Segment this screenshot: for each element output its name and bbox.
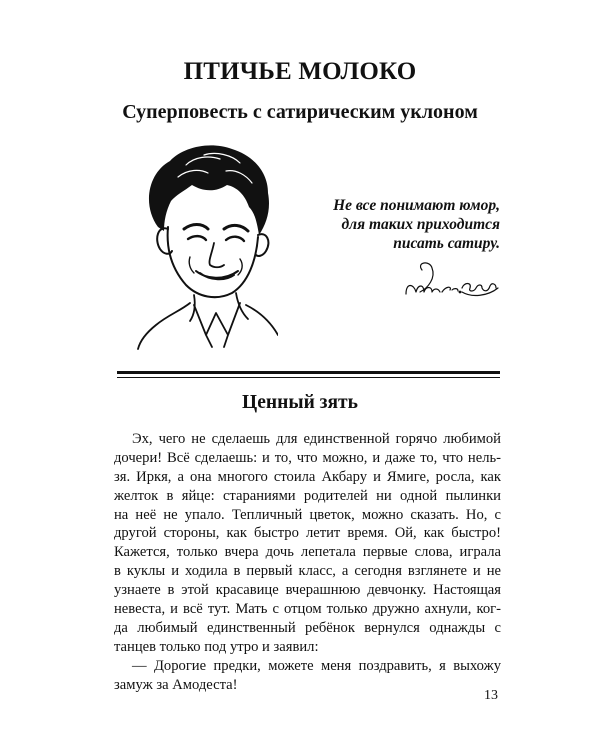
face-outline — [168, 227, 258, 297]
body-line: узнаете в этой красавице вчерашнюю девчонку. Настоящая — [114, 582, 501, 599]
page-title: ПТИЧЬЕ МОЛОКО — [183, 58, 417, 85]
body-line: желток в яйце: стараниями родителей ни одной пылинки — [114, 487, 501, 504]
section-divider-thin — [117, 377, 500, 378]
body-line: Кажется, только вчера дочь лепетала первые слова, играла — [114, 544, 501, 561]
epigraph — [250, 196, 500, 253]
smile — [196, 271, 238, 279]
collar-and-shoulders — [138, 303, 278, 349]
author-signature — [402, 258, 502, 302]
epigraph-line: Не все понимают юмор, — [333, 197, 500, 214]
body-line: невеста, и всё тут. Мать с отцом только дружно ахнули, ког- — [114, 601, 501, 618]
body-line: зя. Иркя, а она многого стоила Акбару и Ямиге, росла, как — [114, 468, 501, 485]
story-title: Ценный зять — [242, 392, 358, 413]
section-divider-thick — [117, 371, 500, 374]
page-number: 13 — [484, 688, 498, 703]
page-subtitle: Суперповесть с сатирическим уклоном — [122, 101, 478, 123]
epigraph-line: для таких приходится — [341, 216, 500, 233]
body-line: дочери! Всё сделаешь: и то, что можно, и даже то, что нель- — [114, 449, 501, 466]
body-line: другой стороны, как быстро летит время. Ой, как быстро! — [114, 525, 501, 542]
nose — [209, 243, 224, 267]
epigraph-line: писать сатиру. — [393, 235, 500, 252]
body-line: на неё не упало. Тепличный цветок, можно сказать. Но, с — [114, 506, 501, 523]
body-line: да любимый единственный ребёнок вернулся однажды с — [114, 619, 501, 636]
body-line: Эх, чего не сделаешь для единственной горячо любимой — [132, 431, 501, 447]
body-line: танцев только под утро и заявил: — [114, 638, 319, 655]
body-line: замуж за Амодеста! — [114, 676, 238, 693]
story-body — [114, 430, 501, 694]
eyes — [188, 236, 244, 241]
body-line: — Дорогие предки, можете меня поздравить, я выхожу — [132, 657, 501, 674]
eyebrows — [184, 225, 248, 232]
body-line: в куклы и ходила в первый класс, а сегодня взглянете и не — [114, 563, 501, 580]
